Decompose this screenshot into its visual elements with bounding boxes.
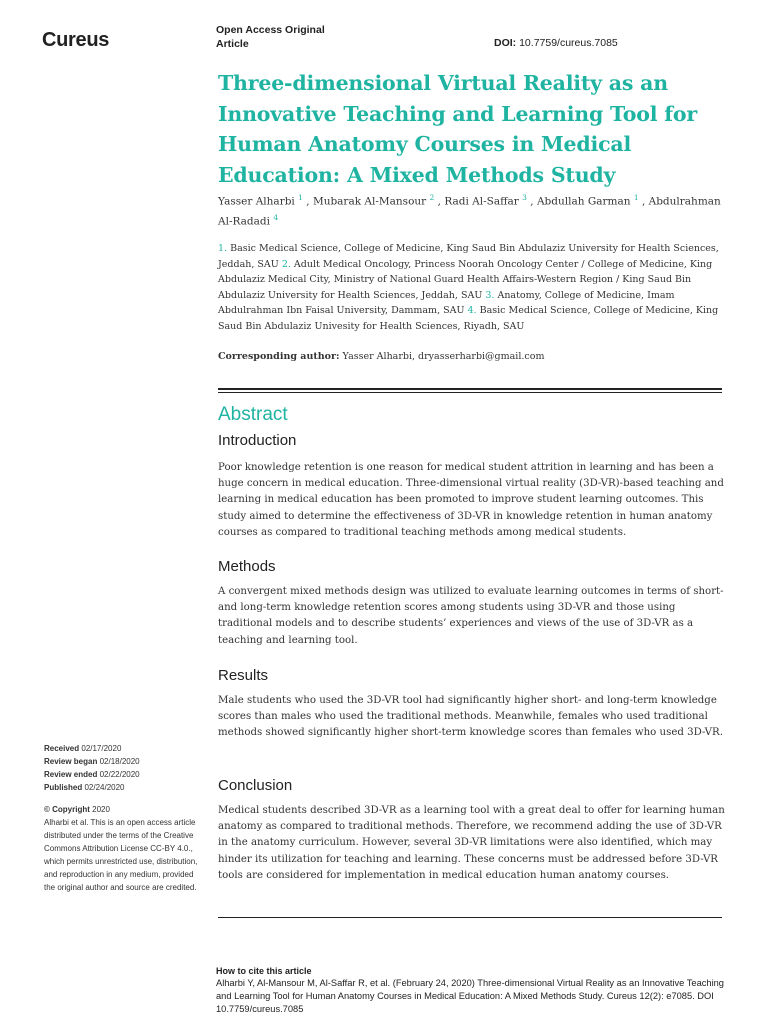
affiliation-number: 3. — [485, 289, 495, 301]
date-published: Published 02/24/2020 — [44, 783, 125, 792]
corresponding-author — [218, 351, 723, 362]
publication-dates — [44, 742, 204, 794]
author-separator: , — [434, 195, 445, 208]
article-type-line2: Article — [216, 38, 249, 50]
author-affiliation-ref[interactable]: 3 — [522, 193, 527, 202]
author[interactable]: Yasser Alharbi — [218, 195, 295, 208]
abstract-heading: Abstract — [218, 404, 288, 425]
article-title: Three-dimensional Virtual Reality as an Innovative Teaching and Learning Tool for Human Anatomy Courses in Medical Education: A Mixed Methods Study — [218, 71, 697, 187]
results-text: Male students who used the 3D-VR tool had significantly higher short- and long-term knowledge scores than males who used the traditional methods. Meanwhile, females who used traditional methods showed significantly higher short-term knowledge scores than females who used 3D-VR. — [218, 695, 723, 739]
doi-value[interactable]: 10.7759/cureus.7085 — [519, 37, 618, 49]
author[interactable]: Abdullah Garman — [536, 195, 631, 208]
license-text: Alharbi et al. This is an open access article distributed under the terms of the Creative Commons Attribution License CC-BY 4.0., which permits unrestricted use, distribution, and reproduction in any medium, provided the original author and source are credited. — [44, 818, 198, 892]
citation-text: Alharbi Y, Al-Mansour M, Al-Saffar R, et al. (February 24, 2020) Three-dimensional Virtual Reality as an Innovative Teaching and Learning Tool for Human Anatomy Courses in Medical Education: A Mixed Methods Study. Cureus 12(2): e7085. DOI 10.7759/cureus.7085 — [216, 978, 724, 1014]
article-type-line1: Open Access Original — [216, 24, 325, 36]
doi-label: DOI: — [494, 37, 517, 49]
date-review-ended: Review ended 02/22/2020 — [44, 770, 140, 779]
affiliation-number: 4. — [467, 305, 477, 316]
doi — [494, 37, 618, 49]
corresponding-author-label: Corresponding author: — [218, 351, 340, 362]
article-type — [216, 23, 376, 51]
copyright-block — [44, 803, 204, 894]
author-affiliation-ref[interactable]: 1 — [298, 193, 303, 202]
author-separator: , — [526, 195, 537, 208]
affiliation-text: Adult Medical Oncology, Princess Noorah Oncology Center / College of Medicine, King Abdulaziz Medical City, Ministry of National Guard Health Affairs-Western Region / King Saud Bin Abdulaziz University for Health Sciences, Jeddah, SAU — [218, 258, 713, 301]
date-received: Received 02/17/2020 — [44, 744, 122, 753]
affiliations — [218, 241, 723, 334]
affiliation-number: 1. — [218, 243, 228, 254]
introduction-heading: Introduction — [218, 432, 297, 449]
affiliation-text: Basic Medical Science, College of Medicine, King Saud Bin Abdulaziz University for Health Sciences, Jeddah, SAU — [218, 243, 719, 270]
copyright-line: © Copyright 2020 — [44, 805, 110, 814]
author[interactable]: Mubarak Al-Mansour — [312, 195, 427, 208]
methods-heading: Methods — [218, 558, 276, 575]
introduction-text: Poor knowledge retention is one reason for medical student attrition in learning and has been a huge concern in medical education. Three-dimensional virtual reality (3D-VR)-based teaching and learning in medical education has been promoted to improve student learning outcomes. This study aimed to determine the effectiveness of 3D-VR in knowledge retention in human anatomy courses as compared to traditional teaching methods among medical students. — [218, 462, 724, 538]
abstract-end-divider — [218, 917, 722, 918]
author-separator: , — [638, 195, 649, 208]
corresponding-author-value[interactable]: Yasser Alharbi, dryasserharbi@gmail.com — [339, 351, 545, 362]
affiliation-text: Basic Medical Science, College of Medicine, King Saud Bin Abdulaziz Univesity for Health Sciences, Riyadh, SAU — [218, 305, 719, 332]
author-affiliation-ref[interactable]: 2 — [429, 193, 435, 202]
affiliation-number: 2. — [281, 258, 291, 270]
author-affiliation-ref[interactable]: 1 — [633, 193, 639, 202]
section-divider — [218, 388, 722, 393]
journal-logo[interactable]: Cureus — [42, 29, 110, 51]
conclusion-text: Medical students described 3D-VR as a learning tool with a great deal to offer for learning human anatomy as compared to traditional methods. Therefore, we recommend adding the use of 3D-VR in the anatomy curriculum. However, several 3D-VR limitations were also identified, which may hinder its utilization for teaching and learning. These concerns must be addressed before 3D-VR tools are considered for implementation in medical education human anatomy courses. — [218, 805, 725, 881]
author[interactable]: Abdulrahman Al-Radadi — [218, 195, 721, 227]
author-separator: , — [302, 195, 313, 208]
citation-heading: How to cite this article — [216, 966, 312, 976]
conclusion-heading: Conclusion — [218, 777, 293, 794]
methods-text: A convergent mixed methods design was utilized to evaluate learning outcomes in terms of short- and long-term knowledge retention scores among students using 3D-VR and those using traditional models and to describe students’ experiences and views of the use of 3D-VR as a teaching and learning tool. — [218, 586, 724, 646]
date-review-began: Review began 02/18/2020 — [44, 757, 140, 766]
affiliation-text: Anatomy, College of Medicine, Imam Abdulrahman Ibn Faisal University, Dammam, SAU — [218, 289, 675, 316]
results-heading: Results — [218, 667, 269, 684]
author-list — [218, 190, 728, 229]
author-affiliation-ref[interactable]: 4 — [273, 212, 279, 222]
author[interactable]: Radi Al-Saffar — [444, 195, 519, 208]
